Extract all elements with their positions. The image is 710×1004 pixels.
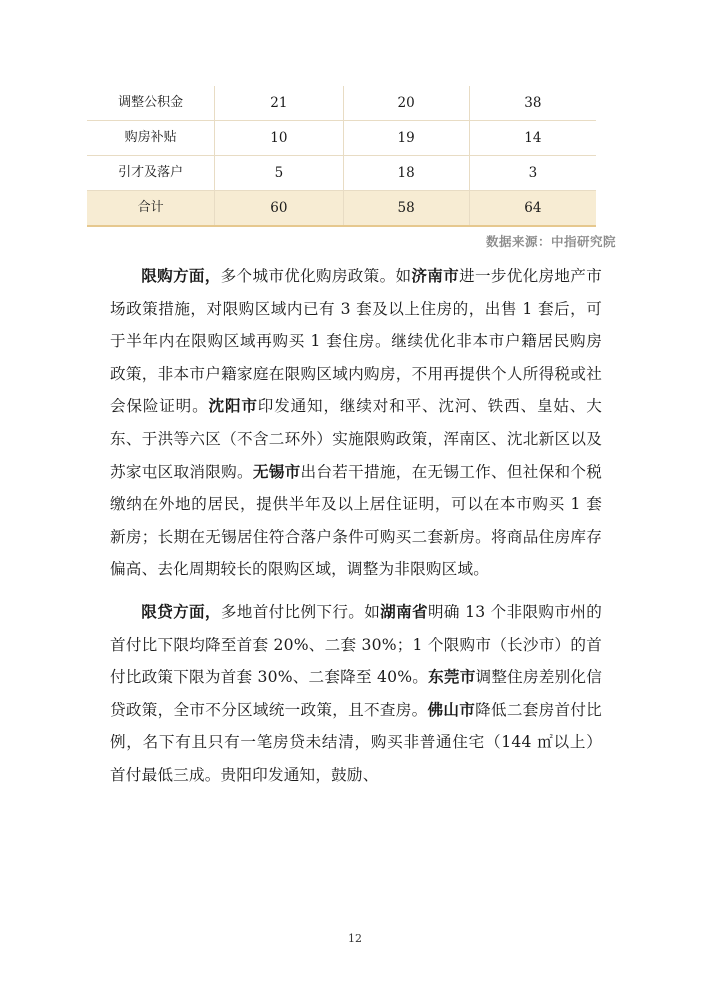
policy-count-table xyxy=(87,86,596,227)
text-run: 出台若干措施，在无锡工作、但社保和个税缴纳在外地的居民，提供半年及以上居住证明，可以在本市购买 1 套新房；长期在无锡居住符合落户条件可购买二套新房。将商品住房库存偏高、去化周期较长的限购区域，调整为非限购区域。 xyxy=(110,462,602,579)
cell-value: 18 xyxy=(343,156,469,190)
text-run: 印发通知，继续对和平、沈河、铁西、皇姑、大东、于洪等六区（不含二环外）实施限购政策，浑南区、沈北新区以及苏家屯区取消限购。 xyxy=(110,397,602,481)
cell-value: 38 xyxy=(469,86,596,120)
province-name: 湖南省 xyxy=(380,601,428,621)
page-number: 12 xyxy=(348,932,362,945)
cell-value: 20 xyxy=(343,86,469,120)
text-run: 多个城市优化购房政策。如 xyxy=(220,267,412,285)
cell-value: 58 xyxy=(343,191,469,225)
paragraph-loan-restriction xyxy=(110,596,602,792)
city-name: 沈阳市 xyxy=(208,396,258,416)
cell-value: 60 xyxy=(214,191,342,225)
paragraph-purchase-restriction xyxy=(110,260,602,586)
table-row xyxy=(87,86,596,121)
body-text xyxy=(110,260,602,802)
cell-value: 10 xyxy=(214,121,342,155)
cell-value: 19 xyxy=(343,121,469,155)
table-row xyxy=(87,156,596,191)
table-total-row xyxy=(87,191,596,227)
paragraph-heading: 限贷方面， xyxy=(141,601,221,621)
text-run: 多地首付比例下行。如 xyxy=(220,602,381,621)
cell-value: 21 xyxy=(214,86,342,120)
city-name: 无锡市 xyxy=(252,461,301,481)
text-run: 调整住房差别化信贷政策，全市不分区域统一政策，且不查房。 xyxy=(110,668,602,719)
data-source-note: 数据来源：中指研究院 xyxy=(485,234,616,249)
cell-value: 64 xyxy=(469,191,596,225)
row-label: 购房补贴 xyxy=(124,130,177,145)
city-name: 佛山市 xyxy=(427,699,476,719)
text-run: 明确 13 个非限购市州的首付比下限均降至首套 20%、二套 30%；1 个限购市（长沙市）的首付比政策下限为首套 30%、二套降至 40%。 xyxy=(110,602,602,687)
row-label: 合计 xyxy=(137,200,164,215)
text-run: 降低二套房首付比例，名下有且只有一笔房贷未结清，购买非普通住宅（144 ㎡以上）首付最低三成。贵阳印发通知，鼓励、 xyxy=(110,700,602,784)
cell-value: 14 xyxy=(469,121,596,155)
text-run: 进一步优化房地产市场政策措施，对限购区域内已有 3 套及以上住房的，出售 1 套后，可于半年内在限购区域再购买 1 套住房。继续优化非本市户籍居民购房政策，非本市户籍家庭在限购区域内购房，不用再提供个人所得税或社会保险证明。 xyxy=(110,267,602,416)
row-label: 调整公积金 xyxy=(118,95,184,110)
cell-value: 5 xyxy=(214,156,342,190)
table-row xyxy=(87,121,596,156)
paragraph-heading: 限购方面， xyxy=(141,266,221,285)
cell-value: 3 xyxy=(469,156,596,190)
city-name: 东莞市 xyxy=(428,667,476,687)
city-name: 济南市 xyxy=(411,266,460,285)
row-label: 引才及落户 xyxy=(118,165,184,180)
